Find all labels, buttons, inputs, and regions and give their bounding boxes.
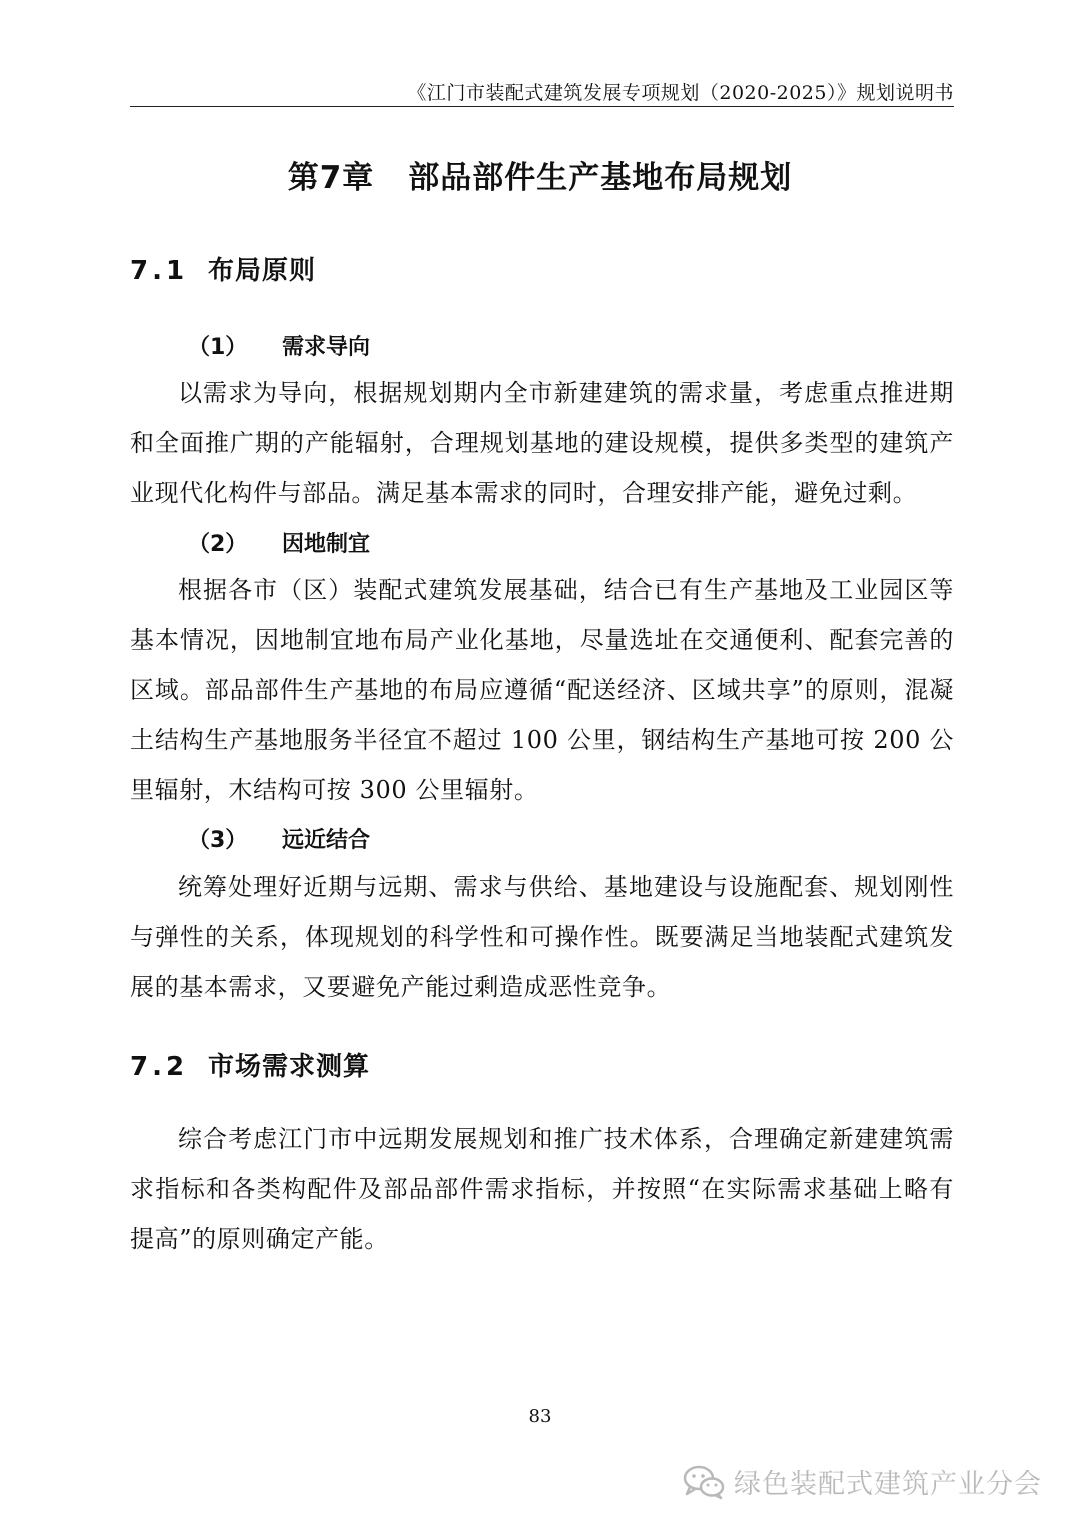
wechat-icon — [682, 1464, 726, 1500]
watermark — [682, 1462, 1042, 1501]
running-header: 《江门市装配式建筑发展专项规划（2020-2025）》规划说明书 — [407, 82, 954, 104]
subheading-number: （2） — [188, 532, 248, 557]
subheading-text: 需求导向 — [282, 335, 371, 360]
paragraph-local-conditions: 根据各市（区）装配式建筑发展基础，结合已有生产基地及工业园区等基本情况，因地制宜地布局产业化基地，尽量选址在交通便利、配套完善的区域。部品部件生产基地的布局应遵循“配送经济、区域共享”的原则，混凝土结构生产基地服务半径宜不超过 100 公里，钢结构生产基地可按 200 公里辐射，木结构可按 300 公里辐射。 — [130, 576, 954, 804]
subheading-local-conditions — [188, 527, 370, 558]
subheading-near-far — [188, 823, 370, 854]
section-7-2-title — [130, 1046, 370, 1083]
subheading-number: （3） — [188, 828, 248, 853]
watermark-text: 绿色装配式建筑产业分会 — [734, 1469, 1042, 1500]
subheading-text: 因地制宜 — [282, 532, 371, 557]
section-number: 7.1 — [130, 256, 189, 286]
subheading-demand-oriented — [188, 330, 370, 361]
chapter-title — [0, 152, 1080, 197]
section-title-text: 市场需求测算 — [208, 1052, 371, 1082]
chapter-number: 第7章 — [287, 160, 375, 196]
section-title-text: 布局原则 — [208, 256, 317, 286]
chapter-title-text: 部品部件生产基地布局规划 — [408, 160, 793, 196]
subheading-number: （1） — [188, 335, 248, 360]
header-divider — [130, 106, 954, 107]
page-number: 83 — [528, 1406, 552, 1427]
paragraph-demand-oriented: 以需求为导向，根据规划期内全市新建建筑的需求量，考虑重点推进期和全面推广期的产能辐射，合理规划基地的建设规模，提供多类型的建筑产业现代化构件与部品。满足基本需求的同时，合理安排产能，避免过剩。 — [130, 379, 954, 507]
section-number: 7.2 — [130, 1052, 189, 1082]
paragraph-market-demand: 综合考虑江门市中远期发展规划和推广技术体系，合理确定新建建筑需求指标和各类构配件及部品部件需求指标，并按照“在实际需求基础上略有提高”的原则确定产能。 — [130, 1125, 954, 1253]
subheading-text: 远近结合 — [282, 828, 371, 853]
section-7-1-title — [130, 250, 316, 287]
paragraph-near-far: 统筹处理好近期与远期、需求与供给、基地建设与设施配套、规划刚性与弹性的关系，体现规划的科学性和可操作性。既要满足当地装配式建筑发展的基本需求，又要避免产能过剩造成恶性竞争。 — [130, 873, 954, 1001]
